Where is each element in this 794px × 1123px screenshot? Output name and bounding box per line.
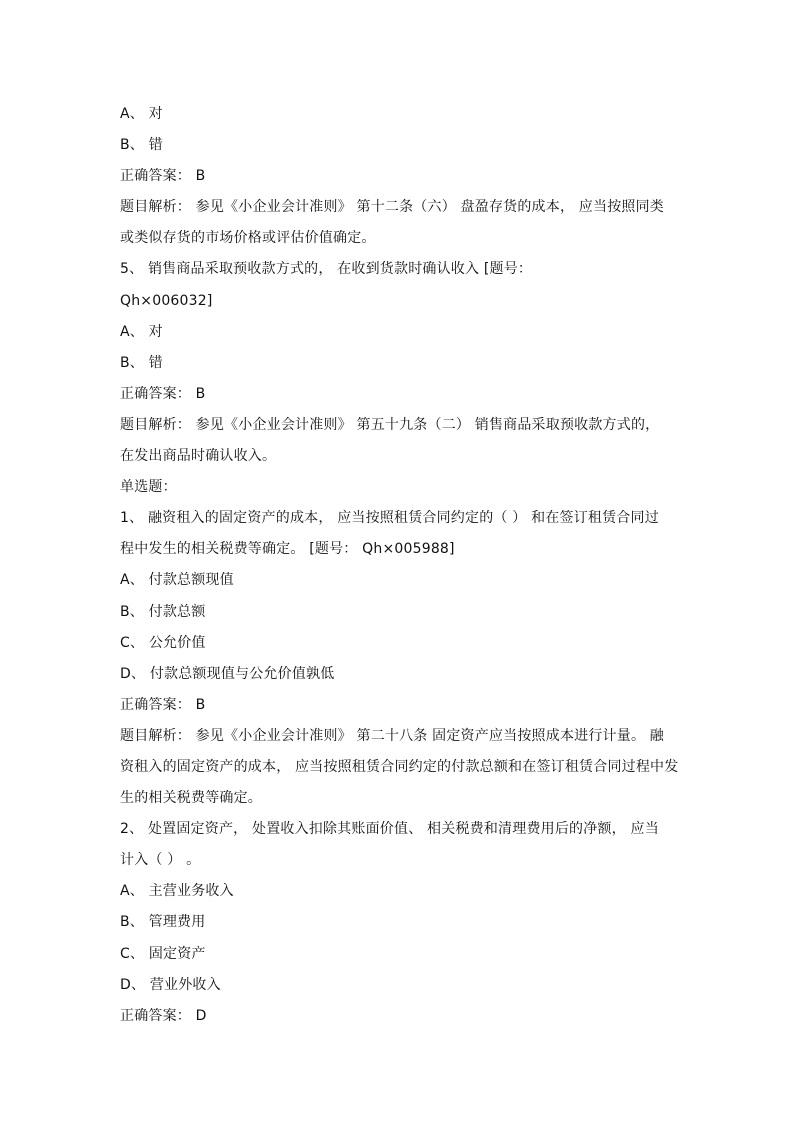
document-body	[120, 99, 680, 1032]
question-id: Qh×006032]	[120, 292, 213, 309]
option-c: C、 公允价值	[120, 634, 206, 651]
option-b: B、 付款总额	[120, 603, 206, 620]
option-a: A、 付款总额现值	[120, 572, 234, 589]
question-5: 5、 销售商品采取预收款方式的， 在收到货款时确认收入 [题号：	[120, 261, 533, 278]
question-2: 2、 处置固定资产， 处置收入扣除其账面价值、 相关税费和清理费用后的净额， 应当	[120, 821, 659, 838]
correct-answer: 正确答案： B	[120, 168, 206, 185]
option-b: B、 错	[120, 137, 163, 154]
explanation-line: 生的相关税费等确定。	[120, 790, 262, 807]
explanation-line: 题目解析： 参见《小企业会计准则》 第二十八条 固定资产应当按照成本进行计量。 融	[120, 727, 664, 744]
option-a: A、 主营业务收入	[120, 883, 234, 900]
section-heading: 单选题：	[120, 479, 177, 496]
correct-answer: 正确答案： D	[120, 1007, 207, 1024]
option-b: B、 错	[120, 354, 163, 371]
correct-answer: 正确答案： B	[120, 696, 206, 713]
option-d: D、 付款总额现值与公允价值孰低	[120, 665, 335, 682]
question-1-continued: 程中发生的相关税费等确定。 [题号： Qh×005988]	[120, 541, 455, 558]
option-d: D、 营业外收入	[120, 976, 221, 993]
explanation-line: 在发出商品时确认收入。	[120, 448, 277, 465]
explanation-line: 或类似存货的市场价格或评估价值确定。	[120, 230, 376, 247]
question-2-continued: 计入（ ） 。	[120, 852, 201, 869]
option-c: C、 固定资产	[120, 945, 206, 962]
option-a: A、 对	[120, 106, 163, 122]
option-b: B、 管理费用	[120, 914, 206, 931]
question-1: 1、 融资租入的固定资产的成本， 应当按照租赁合同约定的（ ） 和在签订租赁合同过	[120, 510, 659, 527]
option-a: A、 对	[120, 323, 163, 340]
explanation-line: 题目解析： 参见《小企业会计准则》 第十二条（六） 盘盈存货的成本， 应当按照同类	[120, 199, 664, 216]
explanation-line: 题目解析： 参见《小企业会计准则》 第五十九条（二） 销售商品采取预收款方式的，	[120, 416, 660, 433]
correct-answer: 正确答案： B	[120, 385, 206, 402]
explanation-line: 资租入的固定资产的成本， 应当按照租赁合同约定的付款总额和在签订租赁合同过程中发	[120, 758, 679, 775]
